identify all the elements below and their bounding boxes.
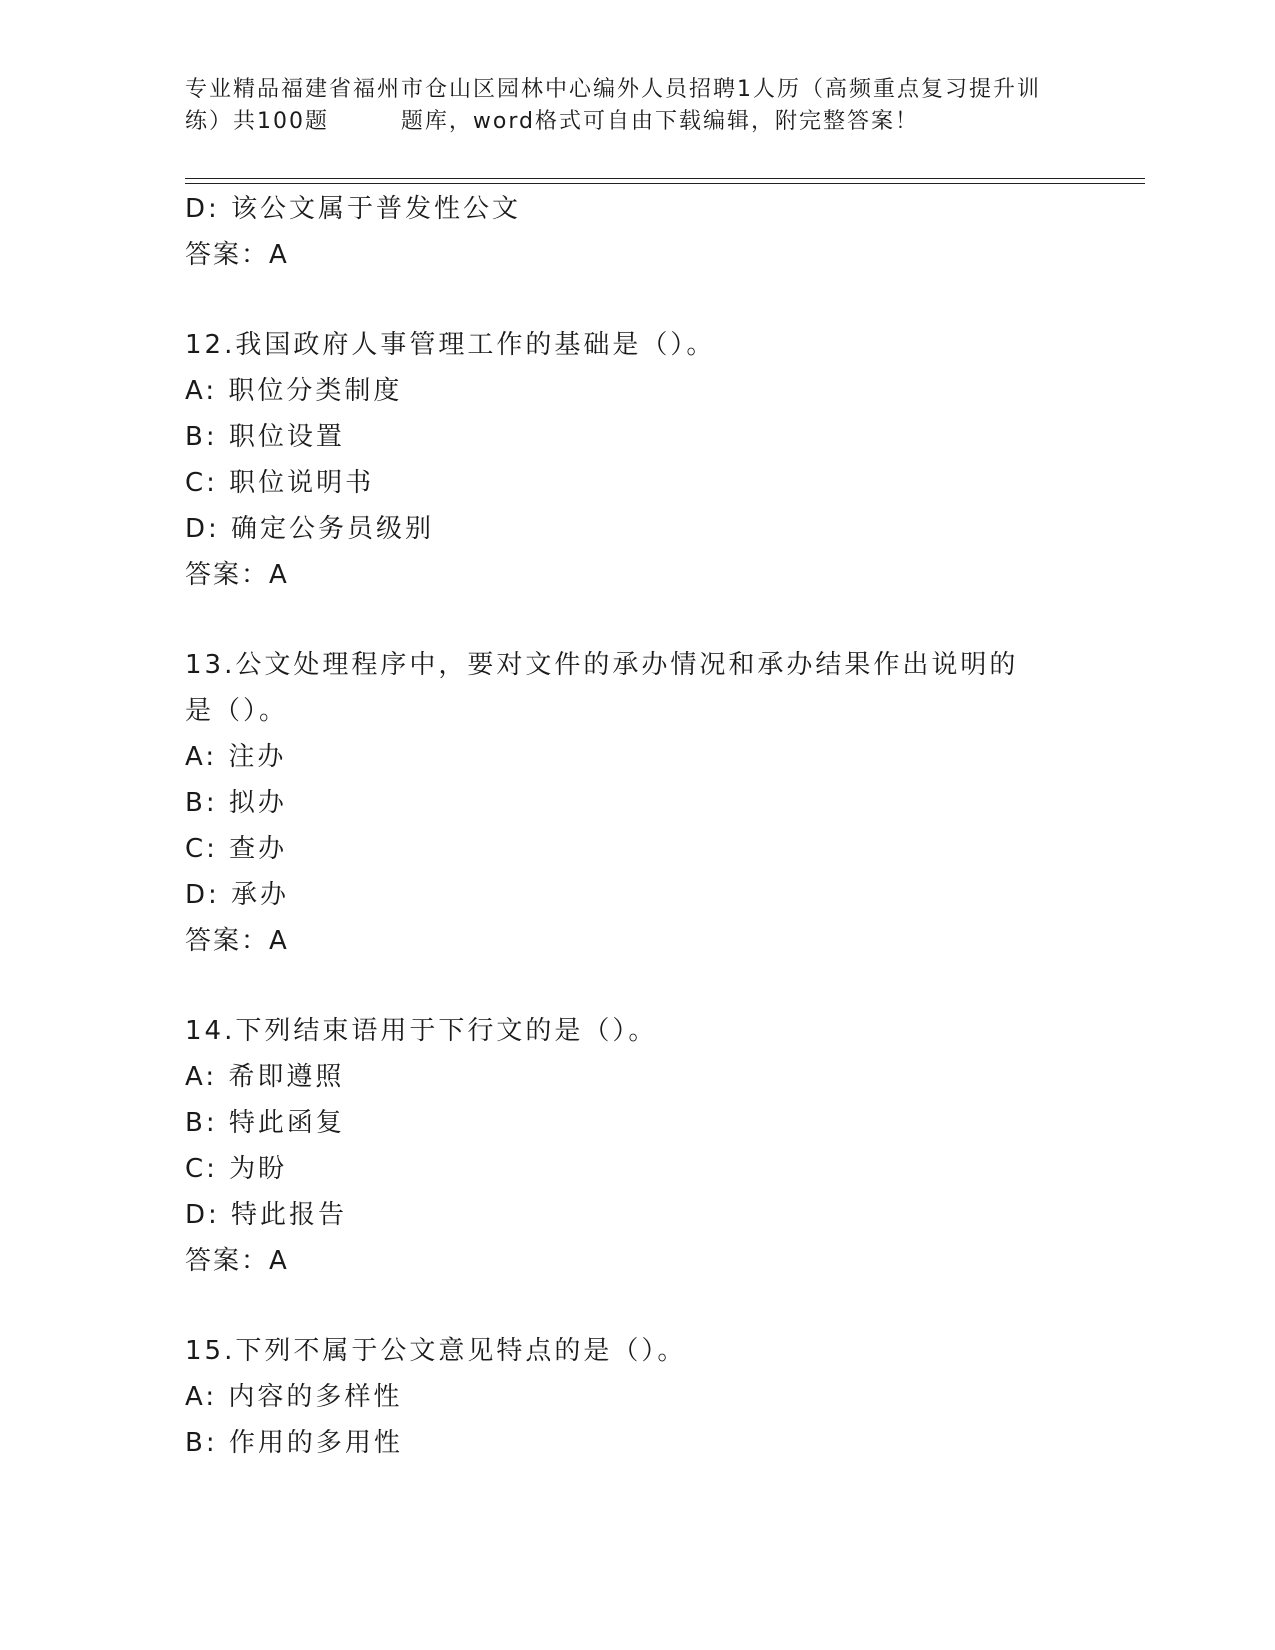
option-a: A: 内容的多样性	[185, 1382, 403, 1412]
option-b: B: 职位设置	[185, 422, 345, 452]
answer: 答案：A	[185, 1246, 289, 1276]
answer: 答案：A	[185, 926, 289, 956]
question-block-12	[185, 322, 1085, 598]
header-title-line-1: 专业精品福建省福州市仓山区园林中心编外人员招聘1人历（高频重点复习提升训	[185, 77, 1041, 102]
option-a: A: 希即遵照	[185, 1062, 345, 1092]
option-c: C: 职位说明书	[185, 468, 375, 498]
prev-question-answer: 答案：A	[185, 240, 289, 270]
question-list	[185, 186, 1085, 1466]
question-block-15	[185, 1328, 1085, 1466]
option-b: B: 特此函复	[185, 1108, 345, 1138]
option-a: A: 注办	[185, 742, 287, 772]
spacer	[185, 964, 1085, 1008]
question-block-13	[185, 642, 1085, 964]
spacer	[185, 278, 1085, 322]
question-stem: 13.公文处理程序中，要对文件的承办情况和承办结果作出说明的是（）。	[185, 650, 1019, 726]
option-a: A: 职位分类制度	[185, 376, 403, 406]
option-d: D: 确定公务员级别	[185, 514, 435, 544]
option-b: B: 拟办	[185, 788, 287, 818]
question-stem: 14.下列结束语用于下行文的是（）。	[185, 1016, 658, 1046]
spacer	[185, 1284, 1085, 1328]
document-header	[185, 74, 1085, 138]
option-c: C: 查办	[185, 834, 288, 864]
prev-question-option-d: D: 该公文属于普发性公文	[185, 194, 522, 224]
header-title-line-2: 练）共100题 题库，word格式可自由下载编辑，附完整答案！	[185, 109, 920, 134]
option-d: D: 特此报告	[185, 1200, 348, 1230]
answer: 答案：A	[185, 560, 289, 590]
option-c: C: 为盼	[185, 1154, 288, 1184]
question-stem: 12.我国政府人事管理工作的基础是（）。	[185, 330, 716, 360]
question-stem: 15.下列不属于公文意见特点的是（）。	[185, 1336, 687, 1366]
option-b: B: 作用的多用性	[185, 1428, 403, 1458]
spacer	[185, 598, 1085, 642]
option-d: D: 承办	[185, 880, 290, 910]
question-block-14	[185, 1008, 1085, 1284]
header-divider-top	[185, 178, 1145, 179]
header-divider-bottom	[185, 183, 1145, 184]
